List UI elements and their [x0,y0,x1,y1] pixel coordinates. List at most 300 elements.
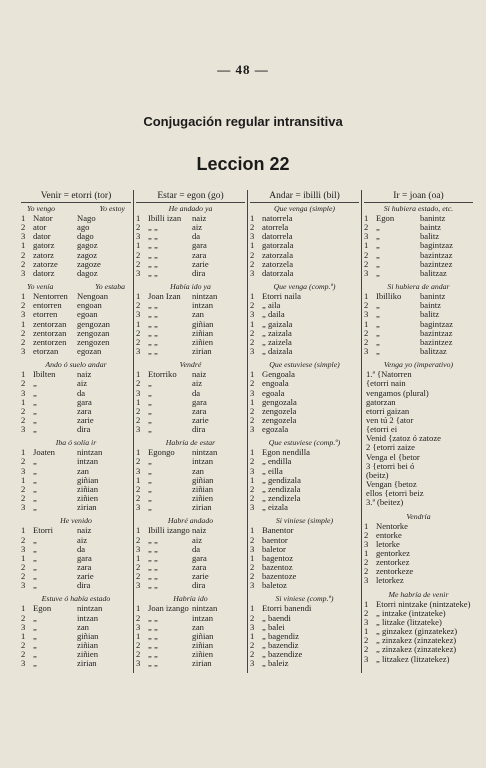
verb-form: „ baleiz [262,659,289,669]
verb-form: „ eilla [262,466,283,476]
person-number: 2 [136,483,141,494]
auxiliary-form: gengozan [77,319,110,329]
tense-section [136,282,245,356]
person-number: 3 [364,653,369,664]
text-line: Vengan {betoz [366,479,417,490]
section-header-text: Vendré [179,360,202,370]
section-header-text: Si viniese (simple) [275,516,334,526]
table-row [364,241,473,250]
section-header-text: Habré andado [167,516,214,526]
verb-stem: „ [376,223,380,233]
person-number: 3 [250,267,255,278]
person-number: 2 [136,612,141,623]
tense-section [21,594,131,668]
tense-section [136,204,245,278]
person-number: 2 [21,483,26,494]
table-row [250,503,359,512]
auxiliary-form: nintzan [77,448,103,458]
person-number: 1 [136,630,141,641]
verb-stem: „ „ [148,631,158,641]
person-number: 1 [21,291,26,302]
verb-stem: „ „ [148,250,158,260]
verb-stem: Ibilli izango [148,526,190,536]
table-row [250,241,359,250]
verb-stem: „ [33,397,37,407]
auxiliary-form: da [77,544,86,554]
person-number: 2 [21,493,26,504]
table-row [364,223,473,232]
tense-section [364,590,473,664]
auxiliary-form: intzan [192,457,213,467]
table-row [136,545,245,554]
verb-stem: Egon [376,214,395,223]
auxiliary-form: dira [77,425,91,435]
auxiliary-form: zagoze [77,259,101,269]
table-row [136,223,245,232]
verb-stem: Egon [33,604,52,614]
verb-stem: „ „ [148,223,158,233]
person-number: 1 [136,369,141,380]
person-number: 2 [250,327,255,338]
table-row [250,457,359,466]
auxiliary-form: intzan [192,613,213,623]
auxiliary-form: intzan [192,301,213,311]
table-row [136,563,245,572]
person-number: 1 [136,318,141,329]
person-number: 1 [250,474,255,485]
section-header-text: Si hubiera de andar [387,282,450,292]
text-line: gatorzan [366,396,396,407]
verb-form: „ zinzakez (zinzatekez) [376,636,457,646]
verb-form: „ zendizela [262,494,301,504]
verb-form: zengozela [262,406,297,416]
verb-stem: „ [33,622,37,632]
person-number: 2 [21,222,26,233]
verb-form: egozala [262,425,289,435]
table-row [250,347,359,356]
auxiliary-form: naiz [77,526,92,536]
verb-form: Etorri naila [262,292,301,302]
person-number: 2 [21,649,26,660]
table-row [250,260,359,269]
verb-form: „ bazendiz [262,641,299,651]
auxiliary-form: zengozan [77,328,110,338]
section-header [250,282,359,292]
person-number: 3 [136,346,141,357]
verb-stem: zatorz [33,250,54,260]
person-number: 2 [250,562,255,572]
auxiliary-form: naiz [192,526,207,536]
table-row [136,269,245,278]
auxiliary-form: nintzan [192,292,218,302]
auxiliary-form: zara [77,563,92,572]
verb-stem: „ [148,397,152,407]
auxiliary-form: intzan [77,457,98,467]
table-row [21,425,131,434]
table-row [21,545,131,554]
person-number: 3 [21,502,26,513]
verb-stem: „ [33,535,37,545]
person-number: 2 [21,612,26,623]
text-line: etorri gaizan [366,405,410,416]
table-row [364,522,473,531]
person-number: 1 [136,240,141,251]
text-line: ellos {etorri beiz [366,488,424,499]
verb-stem: „ [376,328,380,338]
section-header-text: Que venga (simple) [273,204,336,213]
verb-form: „ intzake (intzateke) [376,608,446,618]
verb-stem: „ [376,232,380,242]
tense-section [250,516,359,590]
column-header: Venir = etorri (tor) [21,190,131,203]
table-row [364,347,473,356]
table-row [250,545,359,554]
verb-form: zatorzela [262,259,294,269]
person-number: 2 [250,612,255,623]
table-row [136,347,245,356]
person-number: 3 [250,658,255,669]
verb-form: „ zaizala [262,328,292,338]
person-number: 1 [136,396,141,407]
person-number: 1 [136,603,141,614]
person-number: 1 [250,396,255,407]
person-number: 2 [250,456,255,467]
table-row [364,636,473,645]
tense-section [250,594,359,668]
section-header-text: Yo venía [27,282,54,292]
verb-stem: „ [33,553,37,563]
table-row [21,407,131,416]
text-line: Venga el {betor [366,451,420,462]
auxiliary-form: bazintzaz [420,250,453,260]
person-number: 2 [250,493,255,504]
verb-stem: „ [148,415,152,425]
auxiliary-form: ziñien [192,337,213,347]
table-row [136,260,245,269]
table-row [250,251,359,260]
verb-stem: „ [33,581,37,591]
table-row [364,329,473,338]
table-column [247,190,361,673]
section-header-text: Iba ó solía ir [55,438,97,448]
person-number: 2 [21,534,26,545]
auxiliary-form: zirian [192,659,212,669]
verb-form: gentorkez [376,549,410,558]
column-header: Andar = ibilli (bil) [250,190,359,203]
tense-section [21,438,131,512]
verb-stem: Nator [33,214,53,223]
table-row [136,457,245,466]
table-column [19,190,133,673]
verb-stem: „ [33,406,37,416]
page-number: — 48 — [217,62,269,77]
table-row [136,604,245,613]
verb-stem: „ [33,563,37,572]
auxiliary-form: dago [77,232,94,242]
verb-form: „ litzake (litzateke) [376,617,442,627]
person-number: 2 [250,649,255,660]
auxiliary-form: balitz [420,232,440,242]
table-row [364,292,473,301]
auxiliary-form: zarie [77,572,94,582]
person-number: 1 [136,447,141,458]
verb-stem: Etorri [33,526,54,536]
section-header [136,516,245,526]
verb-form: „ endilla [262,457,292,467]
text-line: 3 {etorri bei ó [366,460,415,471]
auxiliary-form: baintz [420,301,441,311]
verb-form: „ ginzakez (ginzatekez) [376,627,458,637]
person-number: 3 [21,621,26,632]
person-number: 1 [136,552,141,563]
person-number: 2 [21,258,26,269]
tense-section [21,516,131,590]
person-number: 1 [21,630,26,641]
person-number: 2 [21,414,26,425]
table-row [21,659,131,668]
auxiliary-form: giñian [192,319,214,329]
verb-form: baentor [262,535,288,545]
table-row [250,329,359,338]
verb-form: baletoz [262,581,287,591]
person-number: 3 [364,538,369,549]
auxiliary-form: naiz [77,370,92,380]
auxiliary-form: zan [192,310,204,320]
person-number: 2 [136,414,141,425]
table-row [136,292,245,301]
table-row [21,379,131,388]
person-number: 1 [364,520,369,531]
person-number: 2 [136,456,141,467]
auxiliary-form: gara [192,553,207,563]
table-row [364,260,473,269]
text-line: vengamos (plural) [366,387,429,398]
table-row [21,329,131,338]
verb-stem: Etorriko [148,370,177,380]
auxiliary-form: da [77,388,86,398]
person-number: 3 [250,621,255,632]
table-row [250,563,359,572]
verb-stem: gatorz [33,241,55,251]
table-row [21,269,131,278]
table-row [364,655,473,664]
section-header-text: Que estuviese (comp.º) [268,438,341,448]
text-line: (beitz) [366,469,389,480]
auxiliary-form: zarie [192,572,209,582]
verb-form: Gengoala [262,370,295,380]
auxiliary-form: giñian [77,631,99,641]
person-number: 2 [21,300,26,311]
verb-form: „ daila [262,310,285,320]
auxiliary-form: ziñian [192,328,213,338]
verb-stem: zentorzan [33,319,67,329]
verb-stem: „ [376,301,380,311]
person-number: 2 [21,336,26,347]
table-row [21,526,131,535]
conjugation-table [19,190,475,673]
verb-stem: „ „ [148,232,158,242]
person-number: 1 [250,213,255,223]
section-header-text: Yo vengo [27,204,56,213]
table-row [136,485,245,494]
section-header [136,360,245,370]
person-number: 2 [364,300,369,311]
verb-stem: Joaten [33,448,55,458]
person-number: 2 [250,336,255,347]
verb-stem: Ibilliko [376,292,402,302]
auxiliary-form: balitzaz [420,347,447,357]
auxiliary-form: ago [77,223,90,233]
table-row [250,232,359,241]
verb-stem: „ [33,503,37,513]
table-row [250,632,359,641]
person-number: 2 [250,571,255,582]
person-number: 2 [250,249,255,260]
verb-form: baletor [262,544,286,554]
table-row [250,650,359,659]
table-row [364,301,473,310]
verb-stem: zentorzen [33,337,67,347]
auxiliary-form: giñian [77,475,99,485]
verb-form: gatorzala [262,241,294,251]
table-row [250,604,359,613]
section-header [250,516,359,526]
section-header [136,594,245,604]
table-row [21,320,131,329]
verb-stem: „ „ [148,310,158,320]
section-header-text: Si hubiera estado, etc. [383,204,454,213]
person-number: 1 [136,474,141,485]
verb-form: zentorkez [376,558,410,568]
auxiliary-form: gagoz [77,241,98,251]
table-row [21,614,131,623]
section-header [136,204,245,214]
auxiliary-form: ziñian [77,484,98,494]
person-number: 2 [136,640,141,651]
person-number: 2 [21,249,26,260]
verb-stem: „ [33,659,37,669]
table-row [21,310,131,319]
verb-stem: „ „ [148,535,158,545]
table-row [364,645,473,654]
person-number: 2 [364,529,369,540]
table-row [250,389,359,398]
verb-stem: ator [33,223,47,233]
text-line: 2 {etorri zaize [366,442,415,453]
auxiliary-form: Nago [77,214,96,223]
person-number: 3 [21,267,26,278]
person-number: 3 [364,575,369,586]
auxiliary-form: zara [192,250,207,260]
table-row [21,448,131,457]
auxiliary-form: zarie [77,415,94,425]
table-row [136,301,245,310]
person-number: 3 [136,658,141,669]
person-number: 2 [136,562,141,572]
table-row [136,572,245,581]
auxiliary-form: dira [77,581,91,591]
table-row [136,659,245,668]
person-number: 1 [21,552,26,563]
person-number: 3 [136,621,141,632]
person-number: 1 [364,213,369,223]
table-row [21,232,131,241]
table-row [136,310,245,319]
person-number: 1 [21,240,26,251]
verb-stem: „ [33,379,37,389]
table-row [250,425,359,434]
verb-stem: „ [33,415,37,425]
section-header-text: Ando ó suelo andar [45,360,107,370]
verb-stem: „ [33,425,37,435]
table-row [250,320,359,329]
person-number: 3 [136,424,141,435]
table-row [250,536,359,545]
verb-form: egoala [262,388,285,398]
person-number: 3 [21,424,26,435]
verb-stem: „ [33,475,37,485]
person-number: 1 [136,525,141,536]
person-number: 1 [364,240,369,251]
section-header [21,360,131,370]
section-header [250,594,359,604]
verb-stem: „ „ [148,641,158,651]
auxiliary-form: engoan [77,301,102,311]
verb-stem: „ „ [148,328,158,338]
auxiliary-form: dira [192,425,206,435]
table-row [21,581,131,590]
table-row [364,600,473,609]
verb-stem: „ „ [148,544,158,554]
section-header-text: He venido [60,516,92,526]
person-number: 1 [21,369,26,380]
person-number: 2 [364,644,369,655]
table-row [364,338,473,347]
table-row [136,476,245,485]
tense-section [21,204,131,278]
table-row [21,476,131,485]
person-number: 1 [250,369,255,380]
person-number: 3 [364,346,369,357]
verb-form: datorzala [262,268,294,278]
person-number: 3 [250,580,255,591]
section-header [250,360,359,370]
lesson-heading: Leccion 22 [196,154,290,174]
person-number: 3 [250,346,255,357]
person-number: 2 [136,300,141,311]
tense-section [250,360,359,434]
person-number: 3 [136,465,141,476]
verb-form: Nentorke [376,521,408,531]
person-number: 3 [21,580,26,591]
person-number: 3 [250,465,255,476]
section-header-text: Me habría de venir [388,589,449,599]
verb-stem: „ [33,572,37,582]
auxiliary-form: bagintzaz [420,319,453,329]
table-row [136,389,245,398]
verb-stem: „ [148,494,152,504]
tense-section [136,438,245,512]
table-row [21,536,131,545]
table-row [136,416,245,425]
person-number: 3 [364,616,369,627]
tense-section [364,512,473,586]
verb-stem: „ [148,457,152,467]
person-number: 3 [136,267,141,278]
verb-stem: Joan izango [148,604,189,614]
table-row [364,320,473,329]
auxiliary-form: aiz [77,379,88,389]
